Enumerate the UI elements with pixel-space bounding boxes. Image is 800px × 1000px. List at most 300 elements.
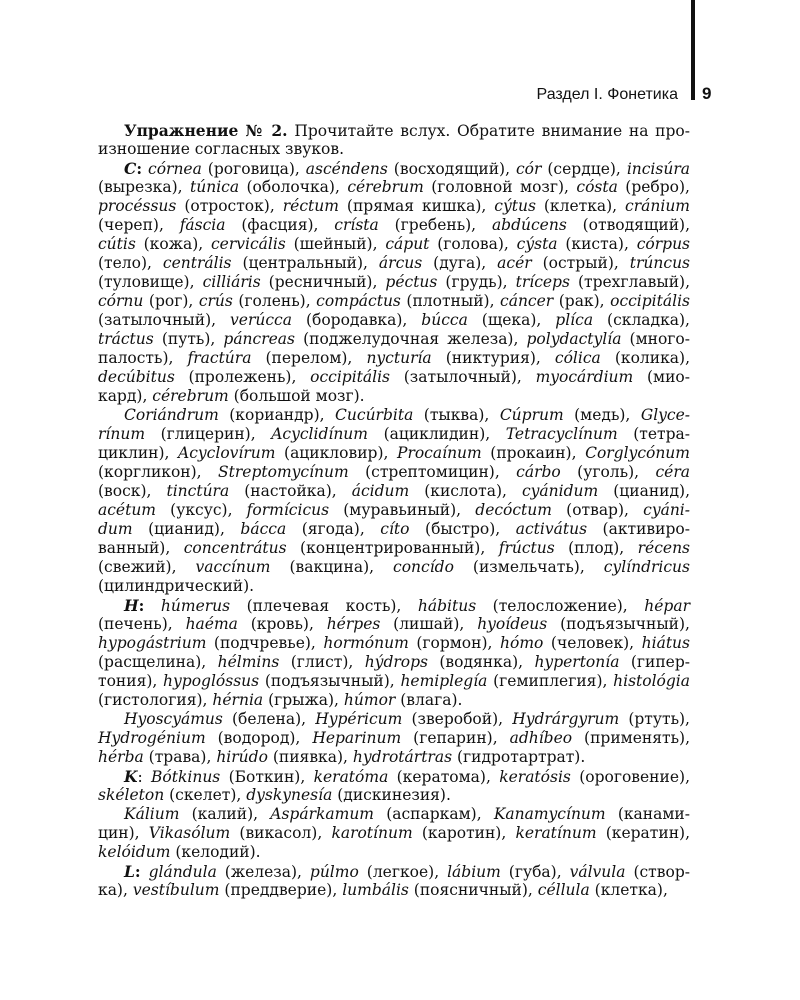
latin-term: córnu [98,292,144,310]
text-line [98,634,690,653]
text-run: (створ- [625,863,690,881]
text-run: (кератин), [596,824,690,842]
latin-term: hýdrops [364,653,428,671]
text-line [98,254,690,273]
text-run [144,597,161,615]
text-run: (грыжа), [263,691,344,709]
latin-term: decúbitus [98,368,175,386]
latin-term: Cucúrbita [335,406,414,424]
latin-term: Kálium [124,805,180,823]
text-line [98,121,690,140]
text-run: (гребень), [378,216,492,234]
latin-term: cylíndricus [603,558,690,576]
text-run: (рак), [553,292,611,310]
latin-term: haéma [185,615,238,633]
text-run: (отвар), [551,501,644,519]
text-run: (настойка), [229,482,352,500]
latin-term: kelóidum [98,843,171,861]
text-run: (никтурия), [431,349,555,367]
text-run: (скелет), [164,786,247,804]
text-run: (тыква), [413,406,500,424]
latin-term: árcus [378,254,423,272]
text-run: (глист), [279,653,365,671]
text-line [98,444,690,463]
latin-term: vestíbulum [132,881,220,899]
text-run: (ребро), [617,178,690,196]
text-run: (ресничный), [260,273,386,291]
text-line [98,292,690,311]
text-run: (поджелудочная железа), [295,330,527,348]
latin-term: cór [515,160,542,178]
text-run: (вакцина), [270,558,394,576]
text-run: (восходящий), [387,160,516,178]
text-run: (зверобой), [402,710,513,728]
text-run: (уголь), [560,463,656,481]
text-run: (острый), [531,254,630,272]
text-run: (дуга), [422,254,498,272]
text-line [98,178,690,197]
heading-run: : [134,862,141,881]
text-run: (пролежень), [174,368,311,386]
text-run: (расщелина), [98,653,218,671]
text-run: (измельчать), [453,558,604,576]
latin-term: Kanamycínum [493,805,606,823]
text-run: (Боткин), [220,768,314,786]
text-line [98,824,690,843]
latin-term: cáput [385,235,430,253]
latin-term: hómo [500,634,544,652]
text-run: (большой мозг). [228,387,365,405]
text-run: палость), [98,349,188,367]
latin-term: occipitális [310,368,391,386]
paragraph [98,159,690,406]
latin-term: lábium [447,863,501,881]
text-run: (гепарин), [401,729,510,747]
text-run: (цилиндрический). [98,577,255,595]
text-run: (фасция), [225,216,335,234]
latin-term: hélmins [217,653,280,671]
text-run: (плотный), [400,292,501,310]
text-line [98,653,690,672]
latin-term: cérebrum [152,387,229,405]
text-run: (грудь), [437,273,516,291]
text-run: (коргликон), [98,463,219,481]
text-line [98,368,690,387]
latin-term: récens [637,539,691,557]
text-run: (череп), [98,216,180,234]
latin-term: hydrotártras [352,748,453,766]
text-run: (кислота), [409,482,522,500]
text-line [98,786,690,805]
text-run: (тело), [98,254,163,272]
paragraph [98,121,690,159]
text-run: (щека), [467,311,556,329]
latin-term: Streptomycínum [218,463,349,481]
text-run: (преддверие), [219,881,343,899]
text-run: (много- [621,330,690,348]
latin-term: cervicális [210,235,286,253]
text-run: (лишай), [380,615,478,633]
latin-term: réctum [282,197,339,215]
text-run: (свежий), [98,558,196,576]
text-run: (рог), [143,292,199,310]
latin-term: polydactylía [526,330,622,348]
latin-term: concído [393,558,454,576]
latin-term: cránium [625,197,690,215]
latin-term: Bótkinus [151,768,221,786]
text-run: (цианид), [598,482,690,500]
latin-term: cólica [554,349,601,367]
latin-term: acétum [98,501,157,519]
latin-term: fractúra [187,349,252,367]
latin-term: cyáni- [643,501,690,519]
latin-term: tinctúra [166,482,230,500]
text-line [98,197,690,216]
paragraph [98,710,690,767]
text-line [98,330,690,349]
latin-term: Procaínum [397,444,482,462]
latin-term: vaccínum [195,558,271,576]
latin-term: keratóma [313,768,389,786]
text-run: (губа), [500,863,570,881]
latin-term: skéleton [98,786,165,804]
text-run: (кератома), [388,768,500,786]
text-run: (затылочный), [390,368,536,386]
latin-term: búcca [421,311,468,329]
latin-term: válvula [569,863,626,881]
text-run: (перелом), [251,349,367,367]
text-run: (водород), [205,729,313,747]
latin-term: Heparinum [312,729,402,747]
text-line [98,596,690,615]
latin-term: formícicus [246,501,330,519]
text-line [98,311,690,330]
text-run: (туловище), [98,273,203,291]
latin-term: cýsta [516,235,558,253]
text-run: (водянка), [427,653,535,671]
latin-term: tráctus [98,330,154,348]
text-run: (каротин), [412,824,516,842]
latin-term: péctus [385,273,438,291]
latin-term: concentrátus [183,539,287,557]
text-run: (кожа), [135,235,211,253]
text-run: (аспаркам), [374,805,494,823]
text-line [98,273,690,292]
text-line [98,577,690,596]
latin-term: ácidum [351,482,410,500]
latin-term: cósta [576,178,618,196]
latin-term: Corglycónum [585,444,690,462]
text-run: (гемиплегия), [487,672,614,690]
latin-term: Coriándrum [124,406,219,424]
text-line [98,862,690,881]
latin-term: hépar [644,597,690,615]
latin-term: compáctus [316,292,401,310]
text-run: (отводящий), [566,216,690,234]
text-run: (цианид), [132,520,241,538]
text-run: кард), [98,387,153,405]
latin-term: Hyoscyámus [124,710,223,728]
text-run: (ацикловир), [275,444,398,462]
text-run: циклин), [98,444,179,462]
text-run: (шейный), [285,235,386,253]
latin-term: hormónum [323,634,409,652]
latin-term: cíto [380,520,410,538]
latin-term: karotínum [331,824,413,842]
latin-term: hiátus [641,634,690,652]
text-line [98,501,690,520]
latin-term: bácca [240,520,287,538]
text-run: (викасол), [230,824,332,842]
latin-term: hypogástrium [98,634,207,652]
text-run: (трава), [143,748,217,766]
text-run: (влага). [395,691,463,709]
text-run: (легкое), [358,863,448,881]
latin-term: hábitus [417,597,477,615]
text-run: (роговица), [201,160,306,178]
text-line [98,767,690,786]
text-line [98,463,690,482]
latin-term: túnica [190,178,240,196]
text-line [98,482,690,501]
text-line [98,748,690,767]
paragraph [98,406,690,596]
text-run: (отросток), [176,197,283,215]
text-run: (муравьиный), [329,501,476,519]
text-run: (ртуть), [619,710,690,728]
text-run: (кровь), [237,615,327,633]
text-run: (поясничный), [408,881,538,899]
text-run: (медь), [563,406,641,424]
text-run: (ороговение), [570,768,690,786]
text-line [98,425,690,444]
text-line [98,216,690,235]
text-line [98,710,690,729]
text-run: (применять), [572,729,691,747]
latin-term: Hypéricum [315,710,403,728]
text-line [98,406,690,425]
latin-term: cýtus [494,197,536,215]
latin-term: lumbális [342,881,409,899]
text-run: (канами- [605,805,690,823]
text-run: (центральный), [231,254,379,272]
latin-term: incisúra [626,160,690,178]
text-run: (уксус), [156,501,247,519]
text-run: (путь), [153,330,224,348]
text-run: (телосложение), [476,597,645,615]
latin-term: decóctum [475,501,552,519]
text-line [98,520,690,539]
text-run: (бородавка), [291,311,422,329]
latin-term: centrális [162,254,232,272]
latin-term: hérpes [326,615,381,633]
latin-term: hyoídeus [477,615,548,633]
text-run: (сердце), [541,160,627,178]
text-run: : [137,768,152,786]
text-line [98,140,690,159]
text-run: (человек), [543,634,642,652]
text-run: (печень), [98,615,186,633]
latin-term: occipitális [610,292,690,310]
heading-run: C [124,159,137,178]
latin-term: abdúcens [491,216,567,234]
latin-term: keratínum [515,824,597,842]
latin-term: keratósis [499,768,571,786]
text-run: (голова), [429,235,517,253]
page-number: 9 [702,84,712,103]
text-run: (белена), [222,710,316,728]
text-line [98,349,690,368]
latin-term: tríceps [515,273,570,291]
latin-term: córnea [148,160,202,178]
text-run: (вырезка), [98,178,190,196]
latin-term: fáscia [179,216,226,234]
latin-term: ascéndens [305,160,388,178]
text-run: ка), [98,881,133,899]
text-run: (трехглавый), [569,273,691,291]
text-run: (ациклидин), [368,425,506,443]
latin-term: Hydrogénium [98,729,206,747]
latin-term: Vikasólum [148,824,231,842]
text-line [98,729,690,748]
latin-term: crísta [334,216,379,234]
latin-term: púlmo [309,863,359,881]
text-run: (калий), [179,805,271,823]
latin-term: acér [497,254,532,272]
latin-term: activátus [515,520,588,538]
text-run: (прямая кишка), [338,197,495,215]
latin-term: córpus [636,235,690,253]
latin-term: páncreas [223,330,295,348]
text-run: (концентрированный), [286,539,499,557]
text-run: (прокаин), [481,444,586,462]
exercise-text [98,121,690,900]
text-run: (глицерин), [145,425,272,443]
heading-run: H [124,596,139,615]
latin-term: céra [655,463,690,481]
text-run: (колика), [600,349,690,367]
text-line [98,159,690,178]
latin-term: céllula [537,881,590,899]
text-run: (подъязычный), [547,615,690,633]
latin-term: frúctus [498,539,555,557]
text-run: (тетра- [617,425,690,443]
text-run: (гистология), [98,691,213,709]
text-run: (активиро- [587,520,690,538]
latin-term: cútis [98,235,136,253]
text-line [98,615,690,634]
latin-term: dum [98,520,133,538]
latin-term: Acyclovírum [178,444,276,462]
latin-term: hemiplegía [400,672,488,690]
latin-term: procéssus [98,197,177,215]
text-run: (клетка), [535,197,626,215]
latin-term: cárbo [516,463,561,481]
text-line [98,539,690,558]
text-line [98,387,690,406]
latin-term: cyánidum [521,482,599,500]
latin-term: trúncus [629,254,691,272]
latin-term: hérba [98,748,144,766]
text-line [98,843,690,862]
text-run: (плод), [554,539,638,557]
latin-term: verúcca [230,311,292,329]
text-run: (дискинезия). [332,786,451,804]
heading-run: K [124,767,138,786]
text-run: тония), [98,672,164,690]
text-run: (плечевая кость), [230,597,418,615]
text-run: (железа), [216,863,310,881]
text-run: (киста), [557,235,637,253]
text-run: ванный), [98,539,184,557]
latin-term: Acyclidínum [271,425,368,443]
running-header-section: Раздел I. Фонетика [536,86,678,103]
paragraph [98,596,690,710]
heading-run: : [138,596,145,615]
text-run: (гипер- [619,653,691,671]
text-run: (голень), [232,292,317,310]
text-run: (мио- [633,368,690,386]
latin-term: cérebrum [347,178,424,196]
text-run: (келодий). [170,843,261,861]
text-run: (гормон), [408,634,500,652]
text-line [98,691,690,710]
latin-term: cilliáris [202,273,261,291]
latin-term: hypoglóssus [163,672,260,690]
paragraph [98,862,690,900]
text-run: Прочитайте вслух. Обратите внимание на про- [287,122,691,140]
text-run: (пиявка), [267,748,353,766]
text-line [98,805,690,824]
latin-term: rínum [98,425,146,443]
heading-run: : [136,159,143,178]
latin-term: hérnia [212,691,264,709]
latin-term: Cúprum [499,406,564,424]
text-run: (подчревье), [206,634,324,652]
text-line [98,558,690,577]
text-run: цин), [98,824,149,842]
text-run: (стрептомицин), [348,463,517,481]
text-run: (клетка), [589,881,668,899]
text-line [98,881,690,900]
text-run: (затылочный), [98,311,231,329]
text-line [98,235,690,254]
latin-term: glándula [148,863,217,881]
latin-term: adhíbeo [509,729,573,747]
latin-term: Tetracyclínum [505,425,618,443]
latin-term: crús [198,292,233,310]
text-run: (складка), [593,311,690,329]
latin-term: hypertonía [534,653,620,671]
text-line [98,672,690,691]
heading-run: Упражнение № 2. [124,121,288,140]
paragraph [98,805,690,862]
latin-term: Glyce- [640,406,690,424]
latin-term: cáncer [500,292,554,310]
text-run: (гидротартрат). [452,748,586,766]
text-run: изношение согласных звуков. [98,140,345,158]
text-run: (оболочка), [239,178,348,196]
text-run: (быстро), [409,520,516,538]
latin-term: nycturía [366,349,432,367]
text-run: (воск), [98,482,167,500]
latin-term: plíca [555,311,594,329]
text-run [141,863,149,881]
latin-term: histológia [613,672,691,690]
latin-term: Hydrárgyrum [512,710,620,728]
heading-run: L [124,862,135,881]
text-run: (ягода), [286,520,381,538]
